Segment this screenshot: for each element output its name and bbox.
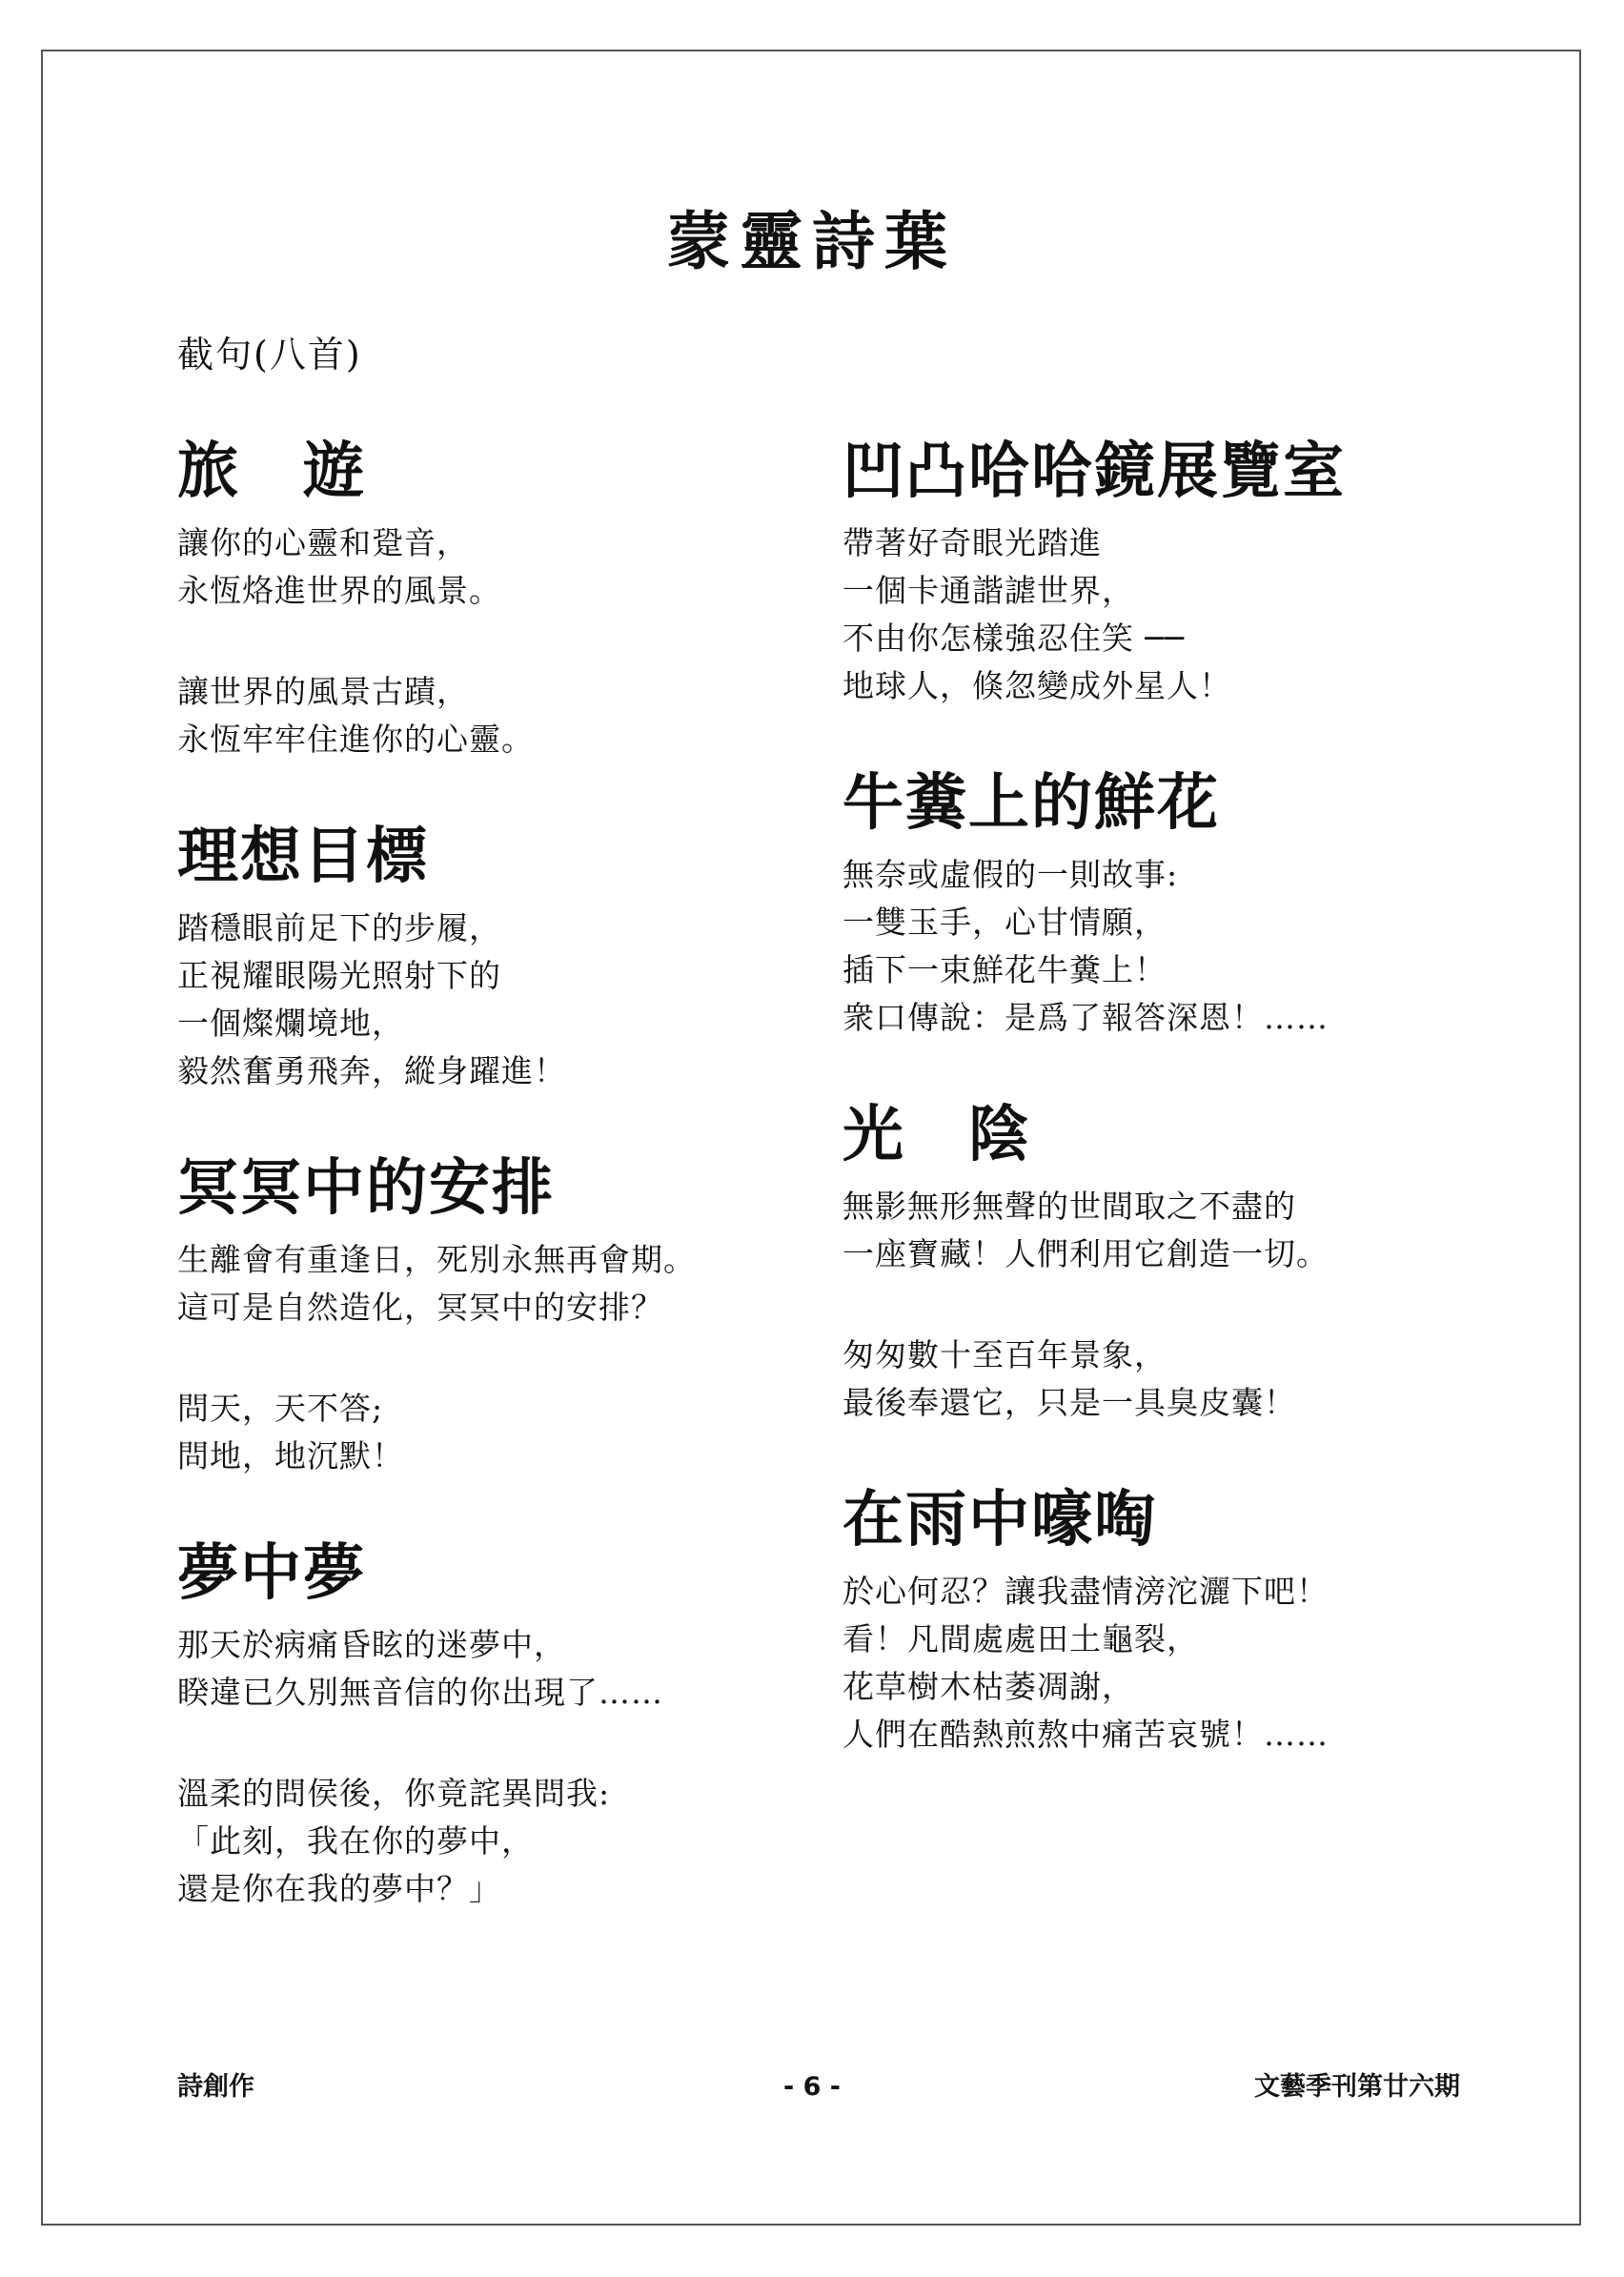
poem-line: 一個燦爛境地， bbox=[177, 1005, 404, 1042]
poem-title: 光 陰 bbox=[842, 1099, 1031, 1170]
poem-line: 花草樹木枯萎凋謝， bbox=[842, 1668, 1134, 1705]
page-number: - 6 - bbox=[783, 2072, 841, 2102]
stanza bbox=[177, 1236, 844, 1332]
poem-line: 最後奉還它，只是一具臭皮囊！ bbox=[842, 1384, 1296, 1421]
poem-title: 牛糞上的鮮花 bbox=[842, 767, 1220, 839]
poem-line: 正視耀眼陽光照射下的 bbox=[177, 957, 501, 994]
stanza bbox=[177, 519, 844, 615]
stanza bbox=[842, 1568, 1510, 1759]
poem-line: 永恆烙進世界的風景。 bbox=[177, 572, 501, 609]
right-column bbox=[842, 434, 1510, 1759]
poem-line: 問地，地沉默！ bbox=[177, 1437, 404, 1474]
poem-line: 生離會有重逢日，死別永無再會期。 bbox=[177, 1241, 696, 1278]
stanza bbox=[842, 851, 1510, 1042]
stanza bbox=[177, 1770, 844, 1913]
poem-ideal-goal bbox=[177, 819, 844, 1095]
poem-line: 於心何忍？讓我盡情滂沱灑下吧！ bbox=[842, 1573, 1329, 1610]
poem-line: 睽違已久別無音信的你出現了…… bbox=[177, 1674, 663, 1711]
poem-time bbox=[842, 1097, 1510, 1427]
poem-title: 理想目標 bbox=[177, 821, 429, 892]
poem-line: 問天，天不答; bbox=[177, 1390, 384, 1427]
footer-section-name: 詩創作 bbox=[177, 2072, 254, 2102]
poem-flower-on-dung bbox=[842, 765, 1510, 1042]
stanza bbox=[842, 519, 1510, 710]
poem-line: 踏穩眼前足下的步履， bbox=[177, 909, 501, 946]
poem-line: 一個卡通諧謔世界， bbox=[842, 572, 1134, 609]
poem-line: 無奈或虛假的一則故事: bbox=[842, 856, 1179, 893]
poem-line: 讓世界的風景古蹟， bbox=[177, 673, 469, 710]
stanza bbox=[177, 1385, 844, 1480]
poem-line: 「此刻，我在你的夢中， bbox=[177, 1822, 534, 1860]
section-label: 截句(八首) bbox=[177, 334, 362, 376]
poem-title: 冥冥中的安排 bbox=[177, 1152, 555, 1224]
poem-line: 讓你的心靈和跫音， bbox=[177, 524, 469, 561]
poem-funhouse-mirror bbox=[842, 434, 1510, 710]
footer-journal-issue: 文藝季刊第廿六期 bbox=[1254, 2072, 1460, 2102]
poem-line: 衆口傳說：是爲了報答深恩！…… bbox=[842, 999, 1329, 1036]
poem-line: 一座寶藏！人們利用它創造一切。 bbox=[842, 1235, 1329, 1272]
poem-line: 永恆牢牢住進你的心靈。 bbox=[177, 721, 534, 758]
poem-line: 不由你怎樣強忍住笑 ── bbox=[842, 620, 1186, 657]
stanza bbox=[842, 1332, 1510, 1427]
poem-line: 溫柔的問侯後，你竟詫異問我: bbox=[177, 1775, 611, 1812]
poem-line: 那天於病痛昏眩的迷夢中， bbox=[177, 1626, 566, 1663]
poem-line: 帶著好奇眼光踏進 bbox=[842, 524, 1102, 561]
poem-line: 一雙玉手，心甘情願， bbox=[842, 904, 1167, 941]
poem-line: 看！凡間處處田土龜裂， bbox=[842, 1620, 1199, 1657]
poem-wailing-in-rain bbox=[842, 1482, 1510, 1759]
poem-travel bbox=[177, 434, 844, 763]
stanza bbox=[177, 905, 844, 1095]
stanza bbox=[177, 1621, 844, 1717]
poem-line: 插下一束鮮花牛糞上！ bbox=[842, 951, 1167, 988]
poem-line: 這可是自然造化，冥冥中的安排？ bbox=[177, 1289, 663, 1326]
poem-line: 還是你在我的夢中？」 bbox=[177, 1870, 501, 1907]
poem-dream-in-dream bbox=[177, 1535, 844, 1913]
page-title: 蒙靈詩葉 bbox=[667, 204, 957, 278]
left-column bbox=[177, 434, 844, 1913]
poem-title: 旅 遊 bbox=[177, 436, 366, 507]
poem-line: 毅然奮勇飛奔，縱身躍進！ bbox=[177, 1052, 566, 1089]
poem-line: 無影無形無聲的世間取之不盡的 bbox=[842, 1188, 1296, 1225]
poem-destiny bbox=[177, 1150, 844, 1480]
poem-title: 夢中夢 bbox=[177, 1537, 366, 1609]
poem-line: 匆匆數十至百年景象， bbox=[842, 1336, 1167, 1373]
stanza bbox=[177, 668, 844, 763]
poem-title: 在雨中嚎啕 bbox=[842, 1484, 1157, 1555]
stanza bbox=[842, 1183, 1510, 1278]
poem-line: 地球人，倏忽變成外星人！ bbox=[842, 667, 1231, 704]
poem-title: 凹凸哈哈鏡展覽室 bbox=[842, 436, 1346, 507]
poem-line: 人們在酷熱煎熬中痛苦哀號！…… bbox=[842, 1716, 1329, 1753]
